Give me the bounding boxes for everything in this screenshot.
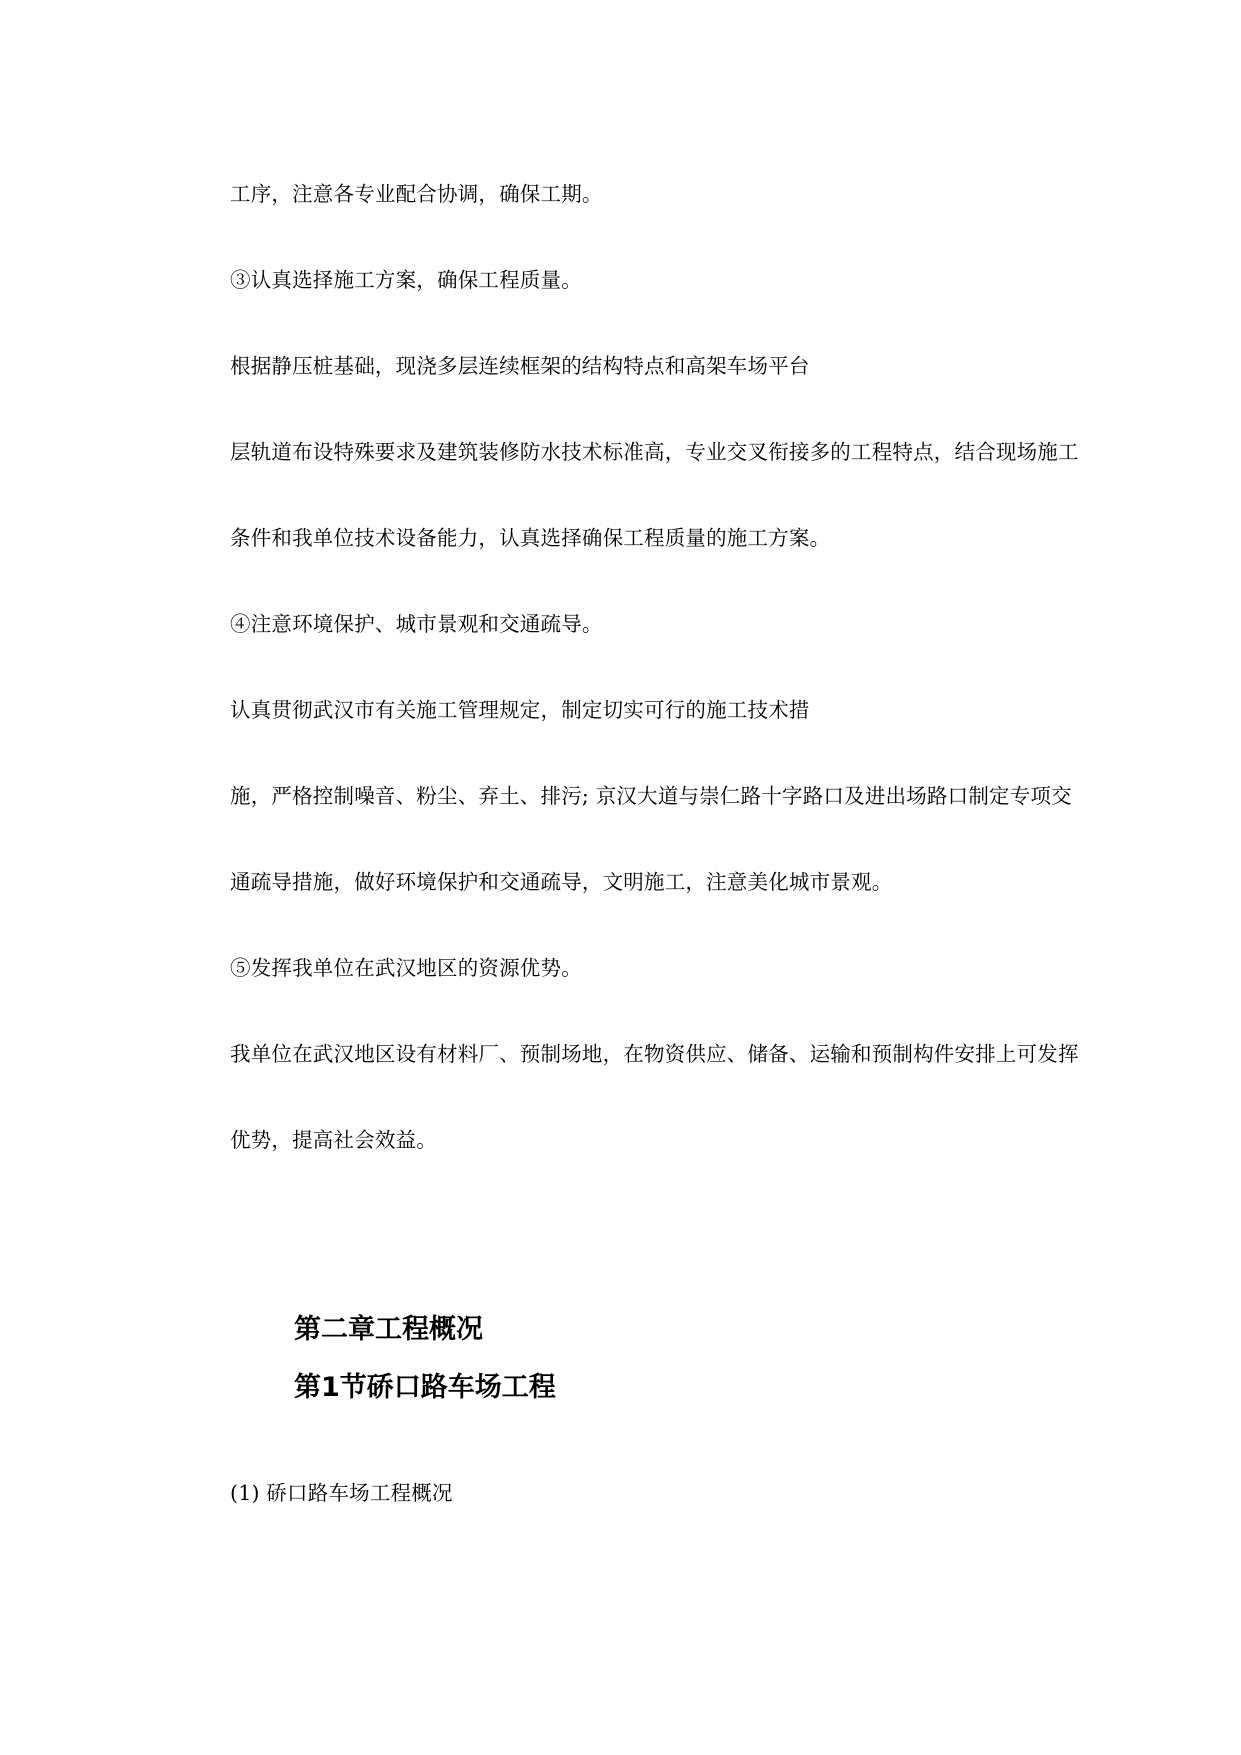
paragraph-line: ④注意环境保护、城市景观和交通疏导。: [230, 612, 603, 636]
paragraph-line: 工序，注意各专业配合协调，确保工期。: [230, 182, 603, 206]
paragraph-line: 施，严格控制噪音、粉尘、弃土、排污; 京汉大道与崇仁路十字路口及进出场路口制定专项交: [230, 784, 1072, 808]
paragraph-line: 通疏导措施，做好环境保护和交通疏导，文明施工，注意美化城市景观。: [230, 870, 893, 894]
chapter-title: 第二章工程概况: [294, 1314, 483, 1345]
paragraph-line: ③认真选择施工方案，确保工程质量。: [230, 268, 582, 292]
paragraph-line: 我单位在武汉地区设有材料厂、预制场地，在物资供应、储备、运输和预制构件安排上可发挥: [230, 1042, 1079, 1066]
paragraph-line: ⑤发挥我单位在武汉地区的资源优势。: [230, 956, 582, 980]
paragraph-line: 认真贯彻武汉市有关施工管理规定，制定切实可行的施工技术措: [230, 698, 810, 722]
paragraph-line: 层轨道布设特殊要求及建筑装修防水技术标准高，专业交叉衔接多的工程特点，结合现场施工: [230, 440, 1079, 464]
paragraph-line: 根据静压桩基础，现浇多层连续框架的结构特点和高架车场平台: [230, 354, 810, 378]
section-title: 第1节硚口路车场工程: [294, 1372, 556, 1403]
subsection-heading: (1) 硚口路车场工程概况: [230, 1481, 453, 1505]
paragraph-line: 条件和我单位技术设备能力，认真选择确保工程质量的施工方案。: [230, 526, 831, 550]
paragraph-line: 优势，提高社会效益。: [230, 1128, 437, 1152]
